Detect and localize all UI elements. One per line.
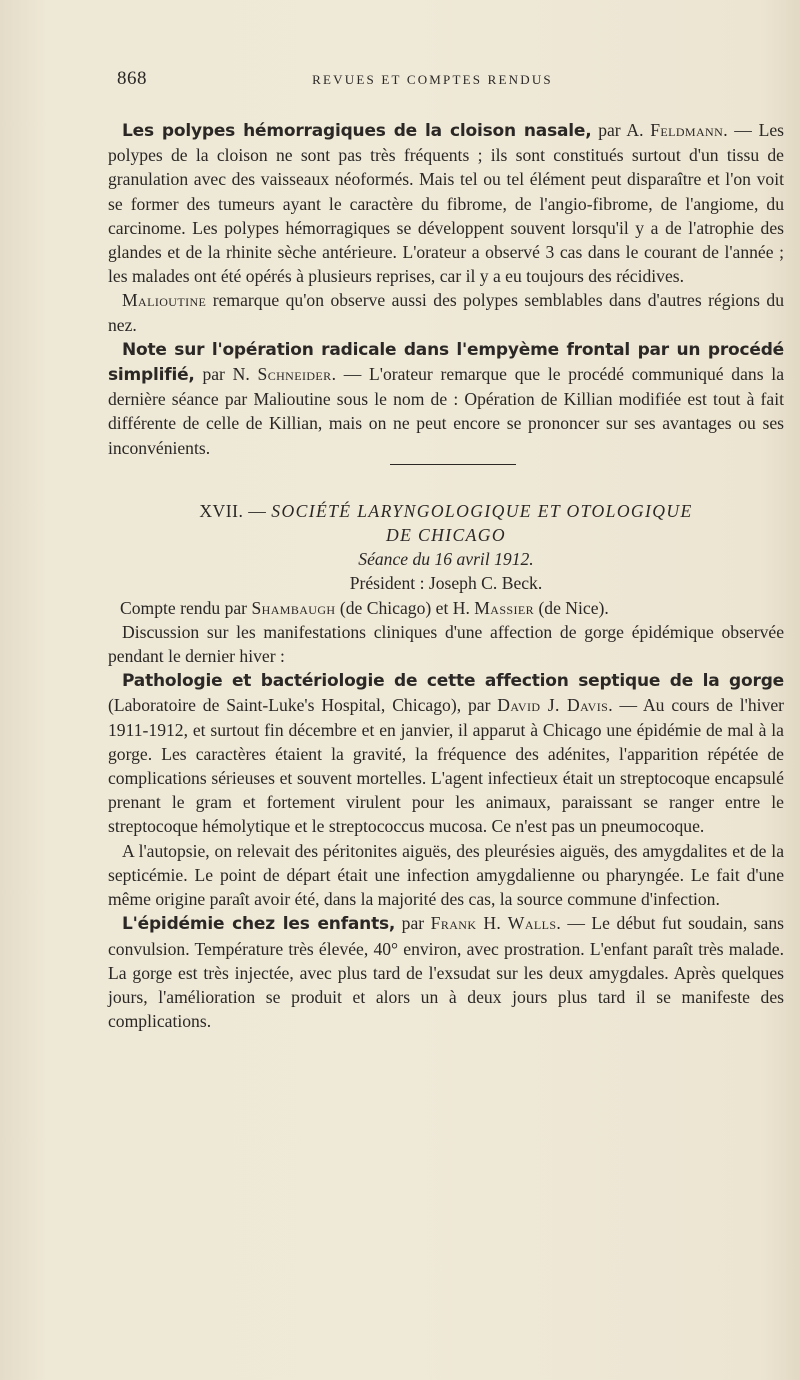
author-name: David J. Davis xyxy=(497,695,609,716)
comment-text: remarque qu'on observe aussi des polypes semblables dans d'autres régions du nez. xyxy=(108,290,784,335)
article-pathologie: Pathologie et bactériologie de cette affection septique de la gorge (Laboratoire de Saint-Luke's Hospital, Chicago), par David J. Davis. — Au cours de l'hiver 1911-1912, et surtout fin décembre et en janvier, il apparut à Chicago une épidémie de mal à la gorge. Les caractères étaient la gravité, la fréquence des adénites, l'apparition répétée de complications sérieuses et souvent mortelles. L'agent infectieux était un streptocoque encapsulé prenant le gram et fortement virulent pour les animaux, paraissant se ranger entre le streptocoque hémolytique et le streptococcus mucosa. Ce n'est pas un pneumocoque. xyxy=(108,671,784,837)
article-polypes: Les polypes hémorragiques de la cloison nasale, par A. Feldmann. — Les polypes de la cloison ne sont pas très fréquents ; ils sont constitués surtout d'un tissu de granulation avec des vaisseaux néoformés. Mais tel ou tel élément peut disparaître et l'on voit se former des tumeurs ayant le caractère du fibrome, de l'angio-fibrome, de l'angiome, du carcinome. Les polypes hémorragiques se développent souvent lorsqu'il y a de l'atrophie des glandes et de la rhinite sèche antérieure. L'orateur a observé 3 cas dans le courant de l'année ; les malades ont été opérés à plusieurs reprises, car il y a eu toujours des récidives. xyxy=(108,120,784,287)
article-empyeme: Note sur l'opération radicale dans l'empyème frontal par un procédé simplifié, par N. Schneider. — L'orateur remarque que le procédé communiqué dans la dernière séance par Malioutine sous le nom de : Opération de Killian modifiée est tout à fait différente de celle de Killian, mais on ne peut encore se prononcer sur ses avantages ou ses inconvénients. xyxy=(108,339,784,458)
article-body: . — Le début fut soudain, sans convulsion. Température très élevée, 40° environ, avec prostration. L'enfant paraît très malade. La gorge est très injectée, avec plus tard de l'exsudat sur les deux amygdales. Après quelques jours, l'amélioration se produit et alors un à deux jours plus tard il se manifeste des complications. xyxy=(108,913,785,1032)
discussion-intro: Discussion sur les manifestations cliniques d'une affection de gorge épidémique observée pendant le dernier hiver : xyxy=(108,621,784,667)
autopsy-paragraph: A l'autopsie, on relevait des péritonites aiguës, des pleurésies aiguës, des amygdalites et de la septicémie. Le point de départ était une infection amygdalienne ou pharyngée. Le fait d'une même origine paraît avoir été, dans la majorité des cas, la source commune d'infection. xyxy=(108,840,784,910)
section-title-line2: DE CHICAGO xyxy=(385,525,507,546)
page-header xyxy=(117,68,748,98)
article-body: . — L'orateur remarque que le procédé communiqué dans la dernière séance par Malioutine sous le nom de : Opération de Killian modifiée est tout à fait différente de celle de Killian, mais on ne peut encore se prononcer sur ses avantages ou ses inconvénients. xyxy=(108,364,784,458)
author-name: Malioutine xyxy=(122,290,207,311)
author-name: Schneider xyxy=(257,364,332,385)
article-title: Pathologie et bactériologie de cette affection septique de la gorge xyxy=(122,671,784,692)
section-title-line1: XVII. — SOCIÉTÉ LARYNGOLOGIQUE ET OTOLOGIQUE xyxy=(199,500,693,521)
article-enfants: L'épidémie chez les enfants, par Frank H. Walls. — Le début fut soudain, sans convulsion. Température très élevée, 40° environ, avec prostration. L'enfant paraît très malade. La gorge est très injectée, avec plus tard de l'exsudat sur les deux amygdales. Après quelques jours, l'amélioration se produit et alors un à deux jours plus tard il se manifeste des complications. xyxy=(108,913,785,1032)
article-title: Note sur l'opération radicale dans l'empyème frontal par un procédé simplifié, xyxy=(108,339,784,386)
seance-date: Séance du 16 avril 1912. xyxy=(358,549,534,570)
author-name: Feldmann xyxy=(650,120,724,140)
author-name: Massier xyxy=(474,597,535,618)
running-head: REVUES ET COMPTES RENDUS xyxy=(312,72,553,87)
report-credit: Compte rendu par Shambaugh (de Chicago) et H. Massier (de Nice). xyxy=(120,597,609,618)
section-number: XVII. — xyxy=(199,500,272,521)
section-heading xyxy=(108,499,784,596)
section-divider xyxy=(390,464,516,465)
text-body xyxy=(108,118,784,1033)
article-title: Les polypes hémorragiques de la cloison nasale, xyxy=(122,121,592,141)
president: Président : Joseph C. Beck. xyxy=(349,573,543,594)
article-body: . — Au cours de l'hiver 1911-1912, et surtout fin décembre et en janvier, il apparut à Chicago une épidémie de mal à la gorge. Les caractères étaient la gravité, la fréquence des adénites, l'apparition répétée de complications sérieuses et souvent mortelles. L'agent infectieux était un streptocoque encapsulé prenant le gram et fortement virulent pour les animaux, paraissant se ranger entre le streptocoque hémolytique et le streptococcus mucosa. Ce n'est pas un pneumocoque. xyxy=(108,695,784,837)
author-name: Shambaugh xyxy=(251,597,336,618)
page-number: 868 xyxy=(117,68,147,89)
author-name: Frank H. Walls xyxy=(430,913,557,934)
article-body: . — Les polypes de la cloison ne sont pas très fréquents ; ils sont constitués surtout d'un tissu de granulation avec des vaisseaux néoformés. Mais tel ou tel élément peut disparaître et l'on voit se former des tumeurs ayant le caractère du fibrome, de l'angio-fibrome, de l'angiome, du carcinome. Les polypes hémorragiques se développent souvent lorsqu'il y a de l'atrophie des glandes et de la rhinite sèche antérieure. L'orateur a observé 3 cas dans le courant de l'année ; les malades ont été opérés à plusieurs reprises, car il y a eu toujours des récidives. xyxy=(108,120,784,287)
comment-malioutine xyxy=(108,288,784,336)
article-title: L'épidémie chez les enfants, xyxy=(122,914,396,935)
